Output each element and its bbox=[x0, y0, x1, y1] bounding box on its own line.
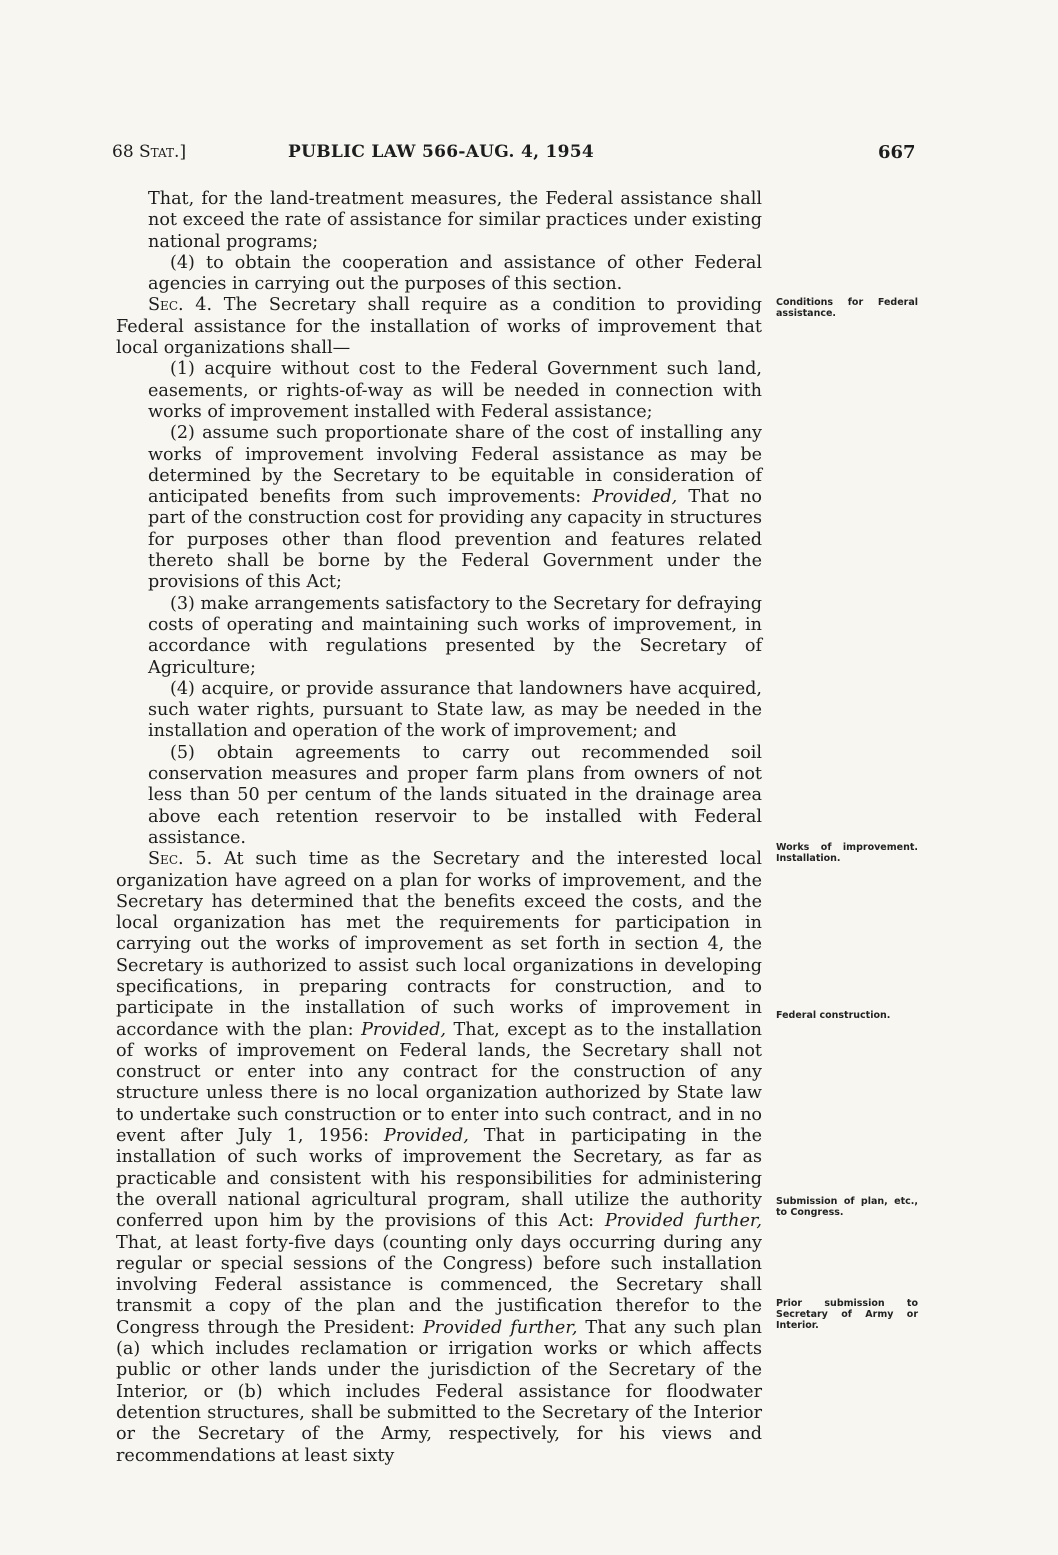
section-5-text-e: That any such plan (a) which includes reclamation or irrigation works or which affects public or other lands under the jurisdiction of the Secretary of the Interior, or (b) which includes Federal assistance for floodwater detention structures, shall be submitted to the Secretary of the Interior or the Secretary of the Army, respectively, for his views and recommendations at least sixty bbox=[116, 1317, 763, 1466]
margin-note-submission: Submission of plan, etc., to Congress. bbox=[776, 1196, 918, 1218]
law-title: PUBLIC LAW 566-AUG. 4, 1954 bbox=[288, 142, 595, 162]
section-5-text-b: That, except as to the installation of works of improvement on Federal lands, the Secretary shall not construct or enter into any contract for the construction of any structure unless there is no local organization authorized by State law to undertake such construction or to enter into such contract, and in no event after July 1, 1956: bbox=[116, 1019, 763, 1147]
page-header bbox=[112, 142, 916, 172]
section-4-text: The Secretary shall require as a condition to providing Federal assistance for the installation of works of improvement that local organizations shall— bbox=[116, 295, 762, 359]
section-4-item-3: (3) make arrangements satisfactory to the Secretary for defraying costs of operating and maintaining such works of improvement, in accordance with regulations presented by the Secretary of Agriculture; bbox=[148, 593, 762, 678]
section-4-item-2-text: (2) assume such proportionate share of the cost of installing any works of improvement involving Federal assistance as may be determined by the Secretary to be equitable in consideration of anticipated benefits from such improvements: bbox=[148, 423, 762, 508]
margin-note-prior-submission: Prior submission to Secretary of Army or Interior. bbox=[776, 1298, 918, 1331]
section-4-label: Sec. 4. bbox=[148, 295, 213, 316]
section-5 bbox=[116, 849, 762, 1467]
section-5-text-d: That, at least forty-five days (counting only days occurring during any regular or special sessions of the Congress) before such installation involving Federal assistance is commenced, the Secretary shall transmit a copy of the plan and the justification therefor to the Congress through the President: bbox=[116, 1232, 762, 1338]
margin-note-federal-construction: Federal construction. bbox=[776, 1010, 891, 1021]
paragraph-item-4: (4) to obtain the cooperation and assistance of other Federal agencies in carrying out the purposes of this section. bbox=[148, 252, 762, 295]
section-4-item-2-proviso: That no part of the construction cost for providing any capacity in structures for purposes other than flood prevention and features related thereto shall be borne by the Federal Government under the provisions of this Act; bbox=[148, 487, 762, 593]
page-number: 667 bbox=[878, 142, 916, 163]
provided-further-term: Provided further, bbox=[422, 1317, 578, 1338]
section-4-item-1: (1) acquire without cost to the Federal Government such land, easements, or rights-of-way as will be needed in connection with works of improvement installed with Federal assistance; bbox=[148, 359, 762, 422]
provided-term: Provided, bbox=[383, 1126, 469, 1147]
margin-note-conditions: Conditions for Federal assistance. bbox=[776, 297, 918, 319]
section-5-text-c: That in participating in the installation of such works of improvement the Secretary, as far as practicable and consistent with his responsibilities for administering the overall national agricultural program, shall utilize the authority conferred upon him by the provisions of this Act: bbox=[116, 1126, 763, 1232]
section-4 bbox=[116, 295, 762, 359]
section-4-item-2 bbox=[116, 423, 762, 593]
statute-reference: 68 Stat.] bbox=[112, 142, 187, 162]
section-4-item-5: (5) obtain agreements to carry out recommended soil conservation measures and proper farm plans from owners of not less than 50 per centum of the lands situated in the drainage area above each retention reservoir to be installed with Federal assistance. bbox=[148, 742, 762, 848]
section-4-item-4: (4) acquire, or provide assurance that landowners have acquired, such water rights, pursuant to State law, as may be needed in the installation and operation of the work of improvement; and bbox=[148, 678, 762, 742]
paragraph-land-treatment: That, for the land-treatment measures, the Federal assistance shall not exceed the rate of assistance for similar practices under existing national programs; bbox=[148, 189, 762, 252]
provided-term: Provided, bbox=[361, 1019, 446, 1040]
section-5-label: Sec. 5. bbox=[148, 849, 213, 870]
section-5-text-a: At such time as the Secretary and the interested local organization have agreed on a plan for works of improvement, and the Secretary has determined that the benefits exceed the costs, and the local organization has met the requirements for participation in carrying out the works of improvement as set forth in section 4, the Secretary is authorized to assist such local organizations in developing specifications, in preparing contracts for construction, and to participate in the installation of such works of improvement in accordance with the plan: bbox=[116, 849, 763, 1040]
provided-further-term: Provided further, bbox=[604, 1211, 762, 1232]
margin-note-installation: Works of improvement. Installation. bbox=[776, 842, 918, 864]
provided-term: Provided, bbox=[592, 487, 678, 508]
body-text bbox=[116, 189, 762, 1467]
